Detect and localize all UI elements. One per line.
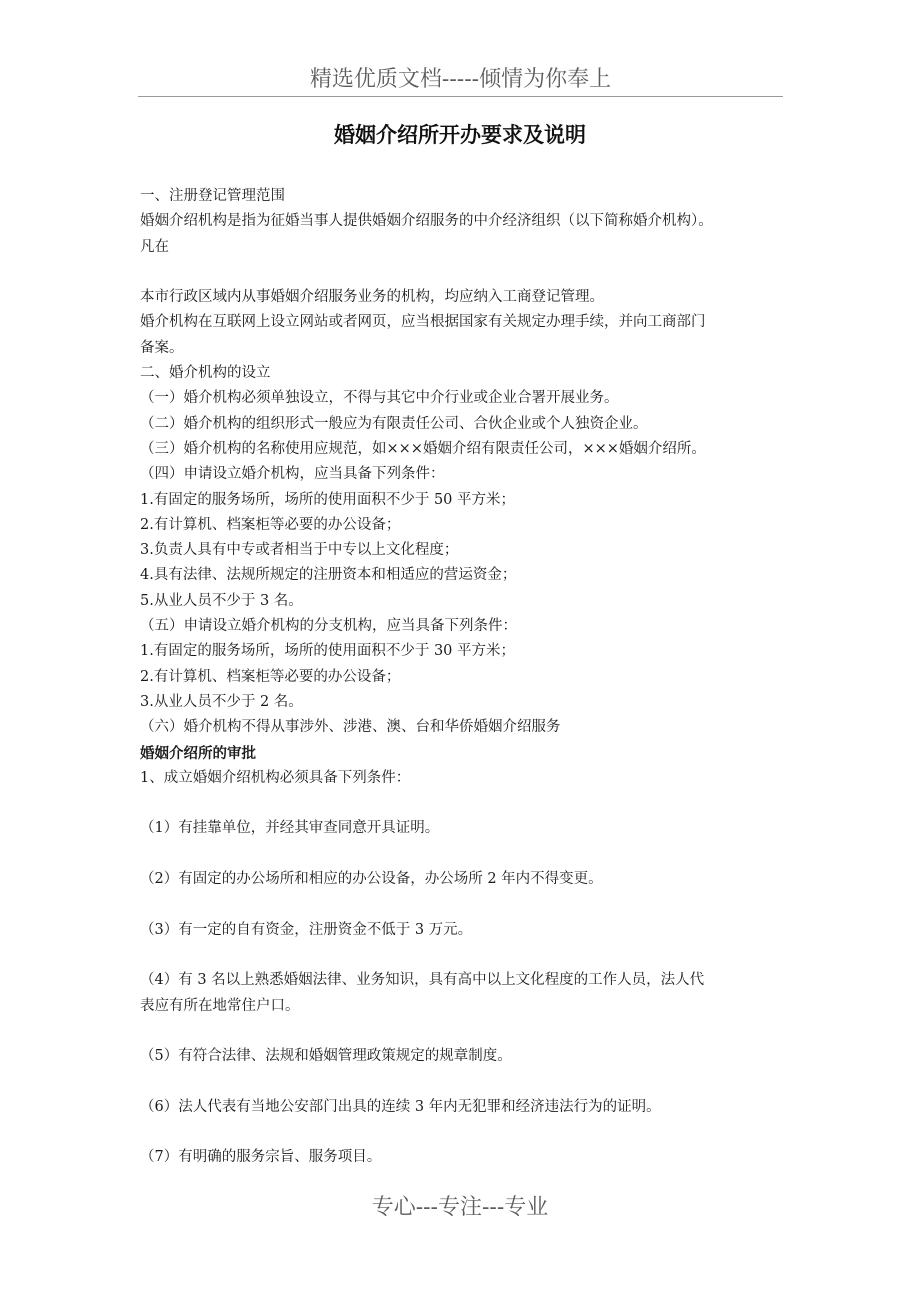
page-footer bbox=[0, 1192, 920, 1224]
list-item: （六）婚介机构不得从事涉外、涉港、澳、台和华侨婚姻介绍服务 bbox=[140, 719, 561, 736]
list-item: 4.具有法律、法规所规定的注册资本和相适应的营运资金； bbox=[140, 567, 517, 584]
list-item: 1.有固定的服务场所，场所的使用面积不少于 50 平方米； bbox=[140, 491, 516, 508]
list-item: 3.从业人员不少于 2 名。 bbox=[140, 693, 303, 710]
page-footer-text: 专心---专注---专业 bbox=[371, 1195, 549, 1220]
list-item: 2.有计算机、档案柜等必要的办公设备； bbox=[140, 516, 401, 533]
list-item: 3.负责人具有中专或者相当于中专以上文化程度； bbox=[140, 542, 459, 559]
list-item: （1）有挂靠单位，并经其审查同意开具证明。 bbox=[140, 820, 440, 837]
document-title: 婚姻介绍所开办要求及说明 bbox=[334, 122, 586, 147]
section-heading-bold: 婚姻介绍所的审批 bbox=[140, 744, 256, 762]
list-item: 2.有计算机、档案柜等必要的办公设备； bbox=[140, 668, 401, 685]
list-item: （三）婚介机构的名称使用应规范，如×××婚姻介绍有限责任公司，×××婚姻介绍所。 bbox=[140, 440, 706, 457]
list-item: 5.从业人员不少于 3 名。 bbox=[140, 592, 303, 609]
list-item-continuation: 表应有所在地常住户口。 bbox=[140, 997, 300, 1014]
blank-line bbox=[140, 260, 790, 285]
blank-line bbox=[140, 1069, 790, 1094]
paragraph-line: 婚姻介绍机构是指为征婚当事人提供婚姻介绍服务的中介经济组织（以下简称婚介机构）。 bbox=[140, 213, 713, 230]
blank-line bbox=[140, 943, 790, 968]
list-item: （5）有符合法律、法规和婚姻管理政策规定的规章制度。 bbox=[140, 1048, 512, 1065]
list-item: （二）婚介机构的组织形式一般应为有限责任公司、合伙企业或个人独资企业。 bbox=[140, 415, 648, 432]
list-item: （五）申请设立婚介机构的分支机构，应当具备下列条件： bbox=[140, 618, 517, 635]
list-item: （3）有一定的自有资金，注册资金不低于 3 万元。 bbox=[140, 921, 473, 938]
paragraph-line: 凡在 bbox=[140, 238, 169, 255]
blank-line bbox=[140, 1120, 790, 1145]
list-item: （一）婚介机构必须单独设立，不得与其它中介行业或企业合署开展业务。 bbox=[140, 390, 619, 407]
paragraph-line: 备案。 bbox=[140, 339, 184, 356]
paragraph-line: 婚介机构在互联网上设立网站或者网页，应当根据国家有关规定办理手续，并向工商部门 bbox=[140, 314, 706, 331]
page-header-text: 精选优质文档-----倾情为你奉上 bbox=[309, 67, 612, 92]
paragraph-line: 本市行政区域内从事婚姻介绍服务业务的机构，均应纳入工商登记管理。 bbox=[140, 289, 604, 306]
page-header bbox=[138, 64, 783, 97]
section-heading: 一、注册登记管理范围 bbox=[140, 188, 285, 204]
list-item: （2）有固定的办公场所和相应的办公设备，办公场所 2 年内不得变更。 bbox=[140, 871, 603, 888]
list-item: （四）申请设立婚介机构，应当具备下列条件： bbox=[140, 466, 445, 483]
list-item: 1.有固定的服务场所，场所的使用面积不少于 30 平方米； bbox=[140, 643, 516, 660]
list-item: （4）有 3 名以上熟悉婚姻法律、业务知识，具有高中以上文化程度的工作人员，法人代 bbox=[140, 972, 705, 989]
section-heading: 二、婚介机构的设立 bbox=[140, 365, 271, 382]
list-item: （6）法人代表有当地公安部门出具的连续 3 年内无犯罪和经济违法行为的证明。 bbox=[140, 1098, 661, 1115]
blank-line bbox=[140, 842, 790, 867]
document-body bbox=[140, 184, 790, 1171]
blank-line bbox=[140, 791, 790, 816]
paragraph-line: 1、成立婚姻介绍机构必须具备下列条件： bbox=[140, 769, 411, 786]
list-item: （7）有明确的服务宗旨、服务项目。 bbox=[140, 1149, 382, 1166]
blank-line bbox=[140, 1019, 790, 1044]
blank-line bbox=[140, 892, 790, 917]
